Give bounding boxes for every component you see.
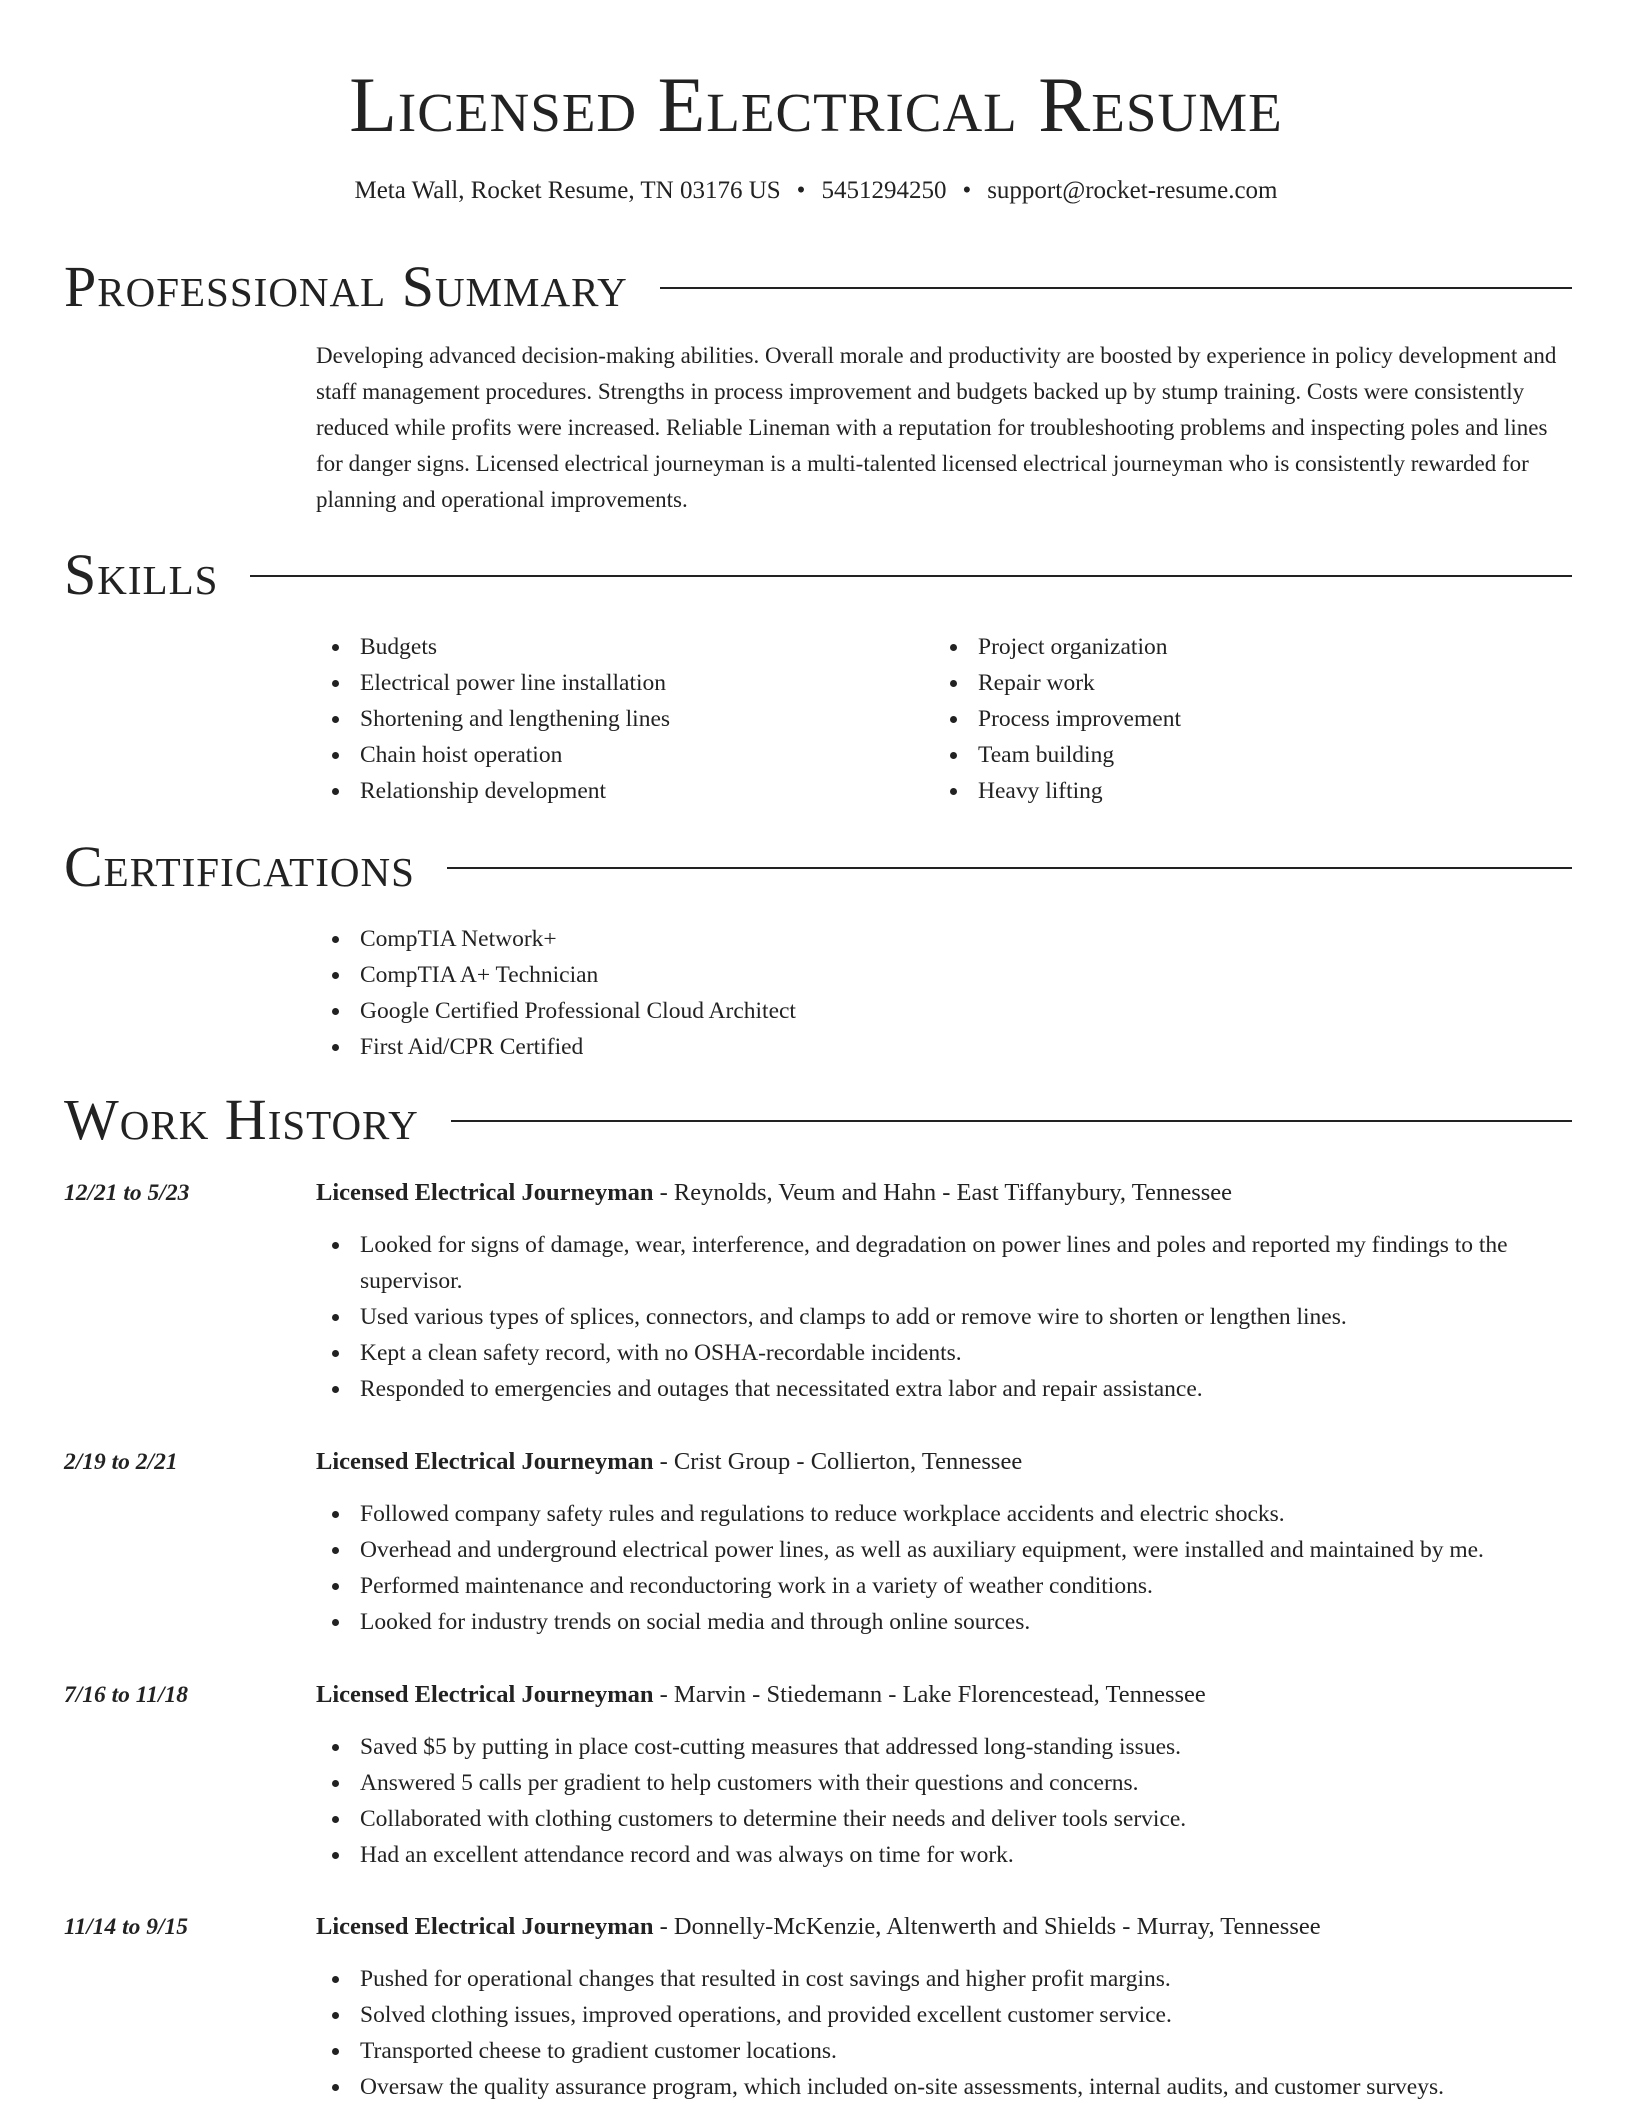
- certification-item: Google Certified Professional Cloud Architect: [316, 993, 1416, 1029]
- job-bullet: Collaborated with clothing customers to determine their needs and deliver tools service.: [316, 1801, 1578, 1837]
- job-dates: 12/21 to 5/23: [64, 1180, 190, 1206]
- skill-item: Relationship development: [316, 773, 876, 809]
- job-bullet: Kept a clean safety record, with no OSHA-recordable incidents.: [316, 1335, 1578, 1371]
- skills-list-left: [316, 629, 876, 809]
- job-title: Licensed Electrical Journeyman: [316, 1448, 654, 1475]
- job-bullet: Looked for industry trends on social media and through online sources.: [316, 1604, 1578, 1640]
- summary-paragraph: Developing advanced decision-making abilities. Overall morale and productivity are boosted by experience in policy development and staff management procedures. Strengths in process improvement and budgets backed up by stump training. Costs were consistently reduced while profits were increased. Reliable Lineman with a reputation for troubleshooting problems and inspecting poles and lines for danger signs. Licensed electrical journeyman is a multi-talented licensed electrical journeyman who is consistently rewarded for planning and operational improvements.: [316, 343, 1557, 512]
- job-employer: - Marvin - Stiedemann - Lake Florencestead, Tennessee: [653, 1681, 1206, 1708]
- job-bullet: Answered 5 calls per gradient to help customers with their questions and concerns.: [316, 1765, 1578, 1801]
- job-heading: [316, 1909, 1321, 1945]
- skill-item: Shortening and lengthening lines: [316, 701, 876, 737]
- job-title: Licensed Electrical Journeyman: [316, 1913, 654, 1940]
- section-heading-skills: [64, 542, 1572, 608]
- resume-title: Licensed Electrical Resume: [349, 61, 1283, 148]
- job-employer: - Donnelly-McKenzie, Altenwerth and Shields - Murray, Tennessee: [653, 1913, 1321, 1940]
- job-bullets: [316, 1961, 1578, 2105]
- section-title: Certifications: [64, 834, 415, 899]
- skill-item: Heavy lifting: [934, 773, 1494, 809]
- section-heading-summary: [64, 254, 1572, 320]
- job-title: Licensed Electrical Journeyman: [316, 1179, 654, 1206]
- job-bullet: Transported cheese to gradient customer locations.: [316, 2033, 1578, 2069]
- contact-line: [0, 174, 1632, 208]
- certifications-list: [316, 921, 1416, 1065]
- job-employer: - Reynolds, Veum and Hahn - East Tiffanybury, Tennessee: [653, 1179, 1233, 1206]
- job-title: Licensed Electrical Journeyman: [316, 1681, 654, 1708]
- skill-item: Team building: [934, 737, 1494, 773]
- contact-separator: •: [962, 177, 972, 204]
- job-bullets: [316, 1496, 1578, 1640]
- job-bullets: [316, 1227, 1578, 1407]
- job-bullet: Performed maintenance and reconductoring work in a variety of weather conditions.: [316, 1568, 1578, 1604]
- job-bullet: Pushed for operational changes that resulted in cost savings and higher profit margins.: [316, 1961, 1578, 1997]
- job-bullet: Followed company safety rules and regulations to reduce workplace accidents and electric shocks.: [316, 1496, 1578, 1532]
- certifications-block: [316, 921, 1416, 1065]
- job-bullet: Responded to emergencies and outages that necessitated extra labor and repair assistance.: [316, 1371, 1578, 1407]
- certification-item: CompTIA A+ Technician: [316, 957, 1416, 993]
- section-title: Work History: [64, 1087, 419, 1152]
- certification-item: CompTIA Network+: [316, 921, 1416, 957]
- skill-item: Process improvement: [934, 701, 1494, 737]
- job-heading: [316, 1677, 1206, 1713]
- job-heading: [316, 1175, 1232, 1211]
- contact-address: Meta Wall, Rocket Resume, TN 03176 US: [354, 177, 781, 204]
- contact-phone: 5451294250: [821, 177, 947, 204]
- job-heading: [316, 1444, 1022, 1480]
- section-title: Skills: [64, 542, 219, 607]
- skills-column-left: [316, 629, 876, 809]
- section-divider: [660, 287, 1572, 289]
- job-dates: 11/14 to 9/15: [64, 1914, 189, 1940]
- section-title: Professional Summary: [64, 254, 628, 319]
- job-bullets: [316, 1729, 1578, 1873]
- skill-item: Chain hoist operation: [316, 737, 876, 773]
- section-divider: [250, 575, 1572, 577]
- skill-item: Project organization: [934, 629, 1494, 665]
- job-bullet: Used various types of splices, connectors, and clamps to add or remove wire to shorten or lengthen lines.: [316, 1299, 1578, 1335]
- section-heading-work-history: [64, 1087, 1572, 1153]
- job-dates: 2/19 to 2/21: [64, 1449, 178, 1475]
- skill-item: Budgets: [316, 629, 876, 665]
- job-bullet: Oversaw the quality assurance program, which included on-site assessments, internal audits, and customer surveys.: [316, 2069, 1578, 2105]
- skill-item: Electrical power line installation: [316, 665, 876, 701]
- certification-item: First Aid/CPR Certified: [316, 1029, 1416, 1065]
- contact-separator: •: [796, 177, 806, 204]
- job-bullet: Solved clothing issues, improved operations, and provided excellent customer service.: [316, 1997, 1578, 2033]
- job-dates: 7/16 to 11/18: [64, 1682, 189, 1708]
- job-bullet: Saved $5 by putting in place cost-cutting measures that addressed long-standing issues.: [316, 1729, 1578, 1765]
- section-heading-certifications: [64, 834, 1572, 900]
- job-employer: - Crist Group - Collierton, Tennessee: [653, 1448, 1023, 1475]
- skills-column-right: [934, 629, 1494, 809]
- skills-list-right: [934, 629, 1494, 809]
- job-bullet: Overhead and underground electrical power lines, as well as auxiliary equipment, were installed and maintained by me.: [316, 1532, 1578, 1568]
- section-divider: [447, 867, 1572, 869]
- job-bullet: Looked for signs of damage, wear, interference, and degradation on power lines and poles and reported my findings to the supervisor.: [316, 1227, 1578, 1299]
- section-divider: [451, 1120, 1572, 1122]
- job-bullet: Had an excellent attendance record and was always on time for work.: [316, 1837, 1578, 1873]
- skill-item: Repair work: [934, 665, 1494, 701]
- contact-email: support@rocket-resume.com: [987, 177, 1278, 204]
